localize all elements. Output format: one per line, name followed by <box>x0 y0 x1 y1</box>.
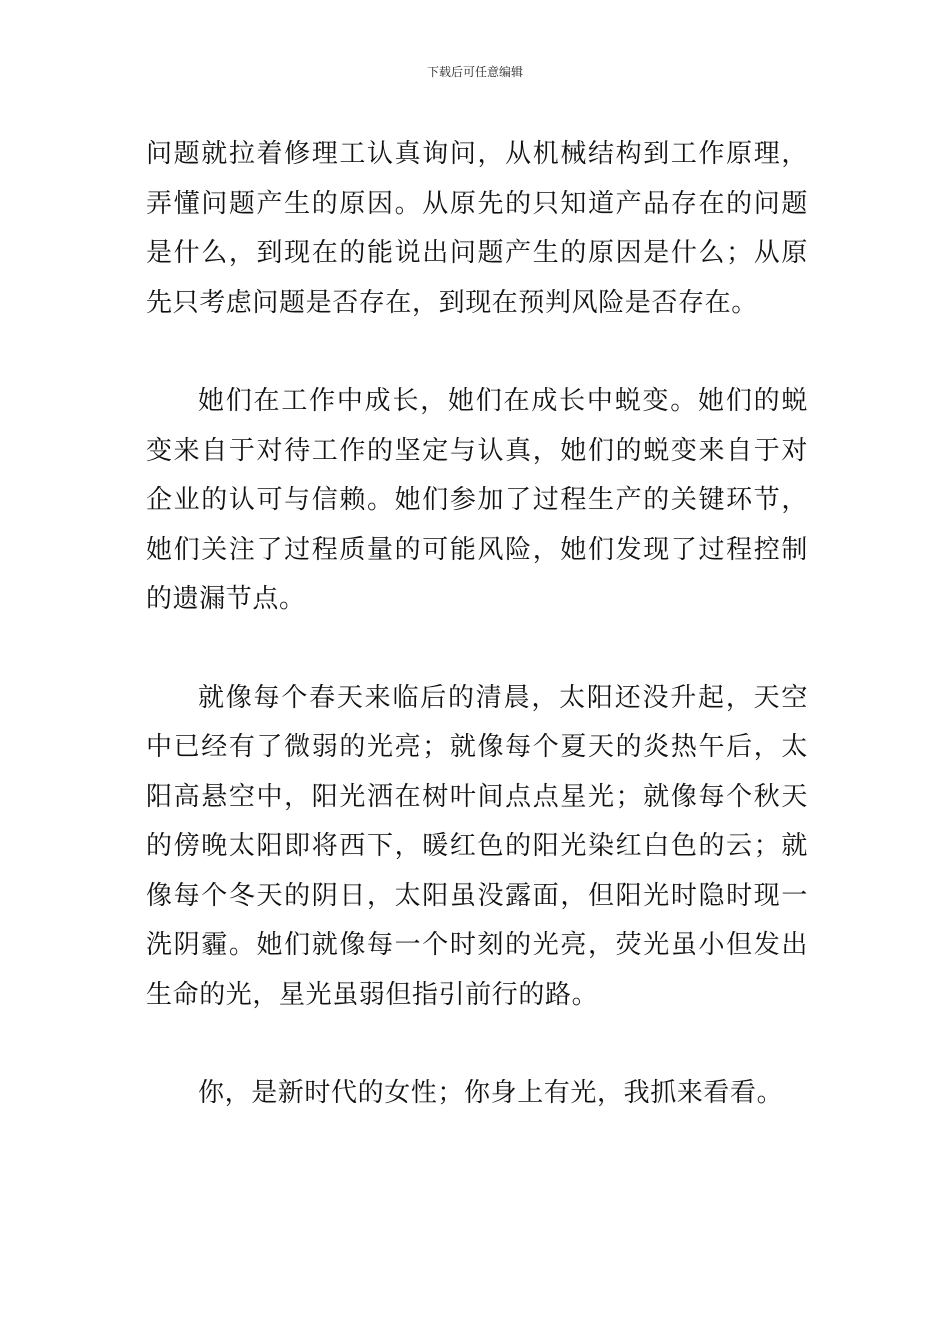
paragraph-spacer <box>146 328 808 377</box>
document-body <box>146 130 808 1119</box>
paragraph-3: 就像每个春天来临后的清晨，太阳还没升起，天空中已经有了微弱的光亮；就像每个夏天的炎热午后，太阳高悬空中，阳光洒在树叶间点点星光；就像每个秋天的傍晚太阳即将西下，暖红色的阳光染红白色的云；就像每个冬天的阴日，太阳虽没露面，但阳光时隐时现一洗阴霾。她们就像每一个时刻的光亮，荧光虽小但发出生命的光，星光虽弱但指引前行的路。 <box>146 682 808 1010</box>
paragraph-4: 你，是新时代的女性；你身上有光，我抓来看看。 <box>198 1078 784 1108</box>
paragraph-2: 她们在工作中成长，她们在成长中蜕变。她们的蜕变来自于对待工作的坚定与认真，她们的蜕变来自于对企业的认可与信赖。她们参加了过程生产的关键环节，她们关注了过程质量的可能风险，她们发现了过程控制的遗漏节点。 <box>146 386 808 614</box>
paragraph-1: 问题就拉着修理工认真询问，从机械结构到工作原理，弄懂问题产生的原因。从原先的只知道产品存在的问题是什么，到现在的能说出问题产生的原因是什么；从原先只考虑问题是否存在，到现在预判风险是否存在。 <box>146 139 808 318</box>
paragraph-spacer <box>146 1020 808 1069</box>
page-header: 下载后可任意编辑 <box>426 65 523 79</box>
paragraph-spacer <box>146 625 808 674</box>
